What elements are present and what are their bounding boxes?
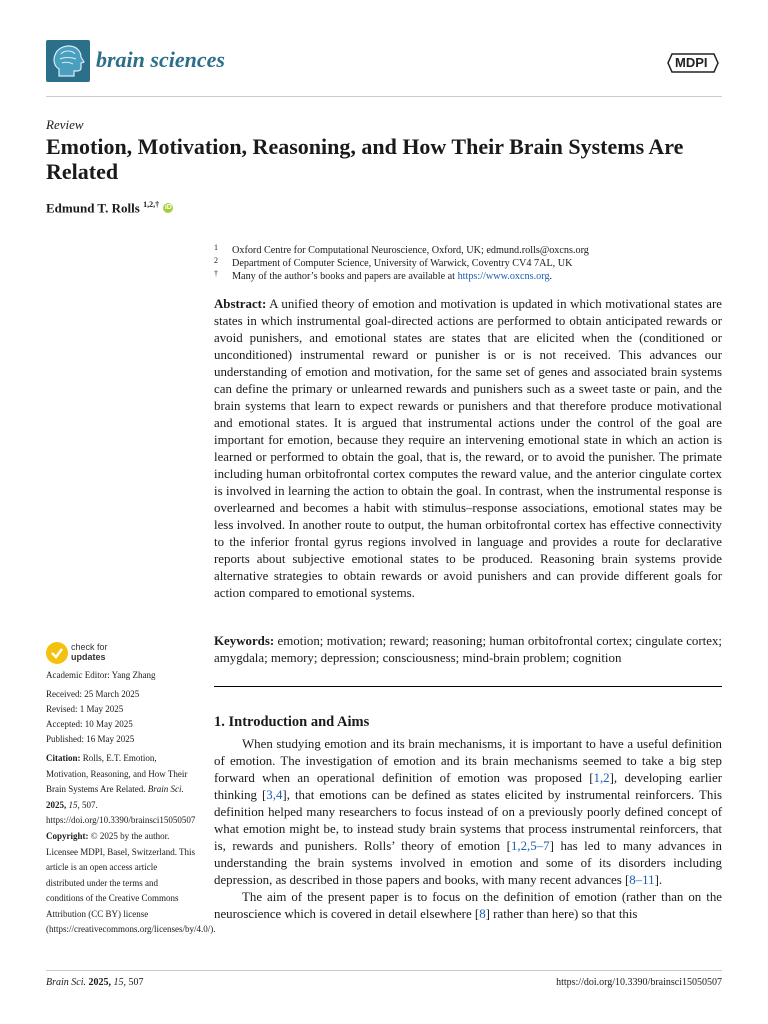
affiliation-text: Many of the author’s books and papers are available at: [232, 271, 458, 282]
journal-logo: [46, 40, 90, 82]
oxcns-link[interactable]: https://www.oxcns.org: [457, 271, 550, 282]
text-run: When studying emotion and its brain mechanisms, it is important to have a useful definition of emotion. The investigation of emotion and its brain mechanisms seemed to take a big step forward when an operational definition of emotion was proposed [: [214, 737, 722, 785]
author-name: Edmund T. Rolls: [46, 200, 140, 216]
mdpi-logo: [666, 51, 720, 75]
citation-text: Rolls, E.T. Emotion, Motivation, Reasoning, and How Their Brain Systems Are Related.: [46, 753, 188, 794]
affiliation-suffix: .: [549, 271, 553, 282]
author-line: [46, 200, 173, 216]
footer-divider: [46, 970, 722, 971]
footer-year: 2025,: [88, 977, 111, 988]
abstract-label: Abstract:: [214, 297, 267, 311]
published-date: Published: 16 May 2025: [46, 734, 135, 744]
check-for-updates-icon[interactable]: [46, 642, 68, 664]
affiliation-text: Oxford Centre for Computational Neuroscience, Oxford, UK; edmund.rolls@oxcns.org: [232, 245, 589, 256]
check-line-1: check for: [71, 642, 108, 652]
paragraph: [214, 736, 722, 889]
orcid-icon[interactable]: iD: [164, 204, 172, 212]
footer-citation: [46, 977, 144, 988]
keywords-label: Keywords:: [214, 634, 275, 648]
abstract-text: A unified theory of emotion and motivation is updated in which motivational states are states in which instrumental goal-directed actions are performed to obtain anticipated rewards or avoid punishers, and emotional states are states that are elicited when the (conditioned or unconditioned) instrumental reward or punisher is or is not received. This advances our understanding of emotion and motivation, for the same set of genes and associated brain systems can define the primary or unlearned rewards and punishers such as a sweet taste or pain, and the brain systems that learn to expect rewards or punishers and that therefore produce motivational and emotional states. It is argued that instrumental actions under the control of the goal are important for emotion, because they require an intervening emotional state in which an action is learned or performed to obtain the goal, that is, the reward, or to avoid the punisher. The primate including human orbitofrontal cortex computes the reward value, and the anterior cingulate cortex is involved in learning the action to obtain the goal. In contrast, when the instrumental response is overlearned and becomes a habit with stimulus–response associations, emotional states may be less involved. In another route to output, the human orbitofrontal cortex has effective connectivity to the inferior frontal gyrus regions involved in language and provides a route for declarative reports about subjective emotional states to be produced. Reasoning brain systems provide alternative strategies to obtain rewards or avoid punishers and can provide different goals for action compared to emotional systems.: [214, 297, 723, 600]
text-run: ] has led to many advances in understanding the brain systems involved in emotion and some of its disorders including depression, as described in those papers and books, with many recent advances [: [214, 839, 722, 887]
introduction-body: [214, 736, 722, 923]
article-type: Review: [46, 117, 84, 132]
paragraph: [214, 889, 722, 923]
head-brain-icon: [46, 40, 90, 82]
citation-label: Citation:: [46, 753, 81, 763]
affiliation-note: [214, 267, 552, 283]
keywords-text: emotion; motivation; reward; reasoning; human orbitofrontal cortex; cingulate cortex; amygdala; memory; depression; consciousness; mind-brain problem; cognition: [214, 634, 722, 665]
citation-link[interactable]: 1,2: [593, 771, 610, 785]
footer-doi[interactable]: https://doi.org/10.3390/brainsci15050507: [556, 977, 722, 988]
text-run: ], developing earlier thinking [: [214, 771, 722, 802]
citation-link[interactable]: 8: [479, 907, 486, 921]
citation-link[interactable]: 1,2,5–7: [510, 839, 550, 853]
revised-date: Revised: 1 May 2025: [46, 704, 124, 714]
citation-block: [46, 751, 196, 829]
affiliation-text: Department of Computer Science, University of Warwick, Coventry CV4 7AL, UK: [232, 258, 573, 269]
received-date: Received: 25 March 2025: [46, 689, 140, 699]
check-for-updates-button[interactable]: [71, 642, 108, 662]
mdpi-logo-text: MDPI: [675, 55, 708, 70]
copyright-text: © 2025 by the author. Licensee MDPI, Basel, Switzerland. This article is an open access article distributed under the terms and conditions of the Creative Commons Attribution (CC BY) license (https://creativecommons.org/licenses/by/4.0/).: [46, 831, 216, 934]
affiliation-mark: †: [214, 269, 218, 278]
text-run: The aim of the present paper is to focus on the definition of emotion (rather than on the neuroscience which is covered in detail elsewhere [: [214, 890, 722, 921]
affiliation-mark: 2: [214, 256, 218, 265]
abstract: [214, 296, 722, 602]
text-run: ].: [654, 873, 663, 887]
citation-year: 2025,: [46, 799, 67, 810]
text-run: ] rather than here) so that this: [485, 907, 638, 921]
keywords: [214, 633, 722, 667]
check-line-2: updates: [71, 652, 106, 662]
article-title: Emotion, Motivation, Reasoning, and How Their Brain Systems Are Related: [46, 134, 684, 184]
section-heading: 1. Introduction and Aims: [214, 714, 370, 730]
footer-page: 507: [128, 977, 144, 988]
citation-doi[interactable]: 507. https://doi.org/10.3390/brainsci15050507: [46, 799, 196, 825]
citation-volume: 15,: [68, 799, 80, 810]
header-divider: [46, 96, 722, 97]
section-divider: [214, 686, 722, 687]
text-run: ], that emotions can be defined as states elicited by instrumental reinforcers. This definition helped many researchers to focus instead of on a previously poorly defined concept of what emotion might be, to instead study brain systems that process instrumental reinforcers, that is, rewards and punishers. Rolls’ theory of emotion [: [214, 788, 722, 853]
footer-journal: Brain Sci.: [46, 977, 86, 988]
journal-name: brain sciences: [96, 47, 225, 72]
citation-journal: Brain Sci.: [147, 784, 184, 794]
citation-link[interactable]: 8–11: [629, 873, 655, 887]
accepted-date: Accepted: 10 May 2025: [46, 719, 133, 729]
citation-link[interactable]: 3,4: [266, 788, 283, 802]
academic-editor: Academic Editor: Yang Zhang: [46, 670, 156, 680]
copyright-label: Copyright:: [46, 831, 89, 841]
affiliation-mark: 1: [214, 243, 218, 252]
copyright-block: [46, 829, 216, 938]
footer-volume: 15,: [113, 977, 126, 988]
author-affiliation-marks: 1,2,†: [143, 200, 160, 209]
